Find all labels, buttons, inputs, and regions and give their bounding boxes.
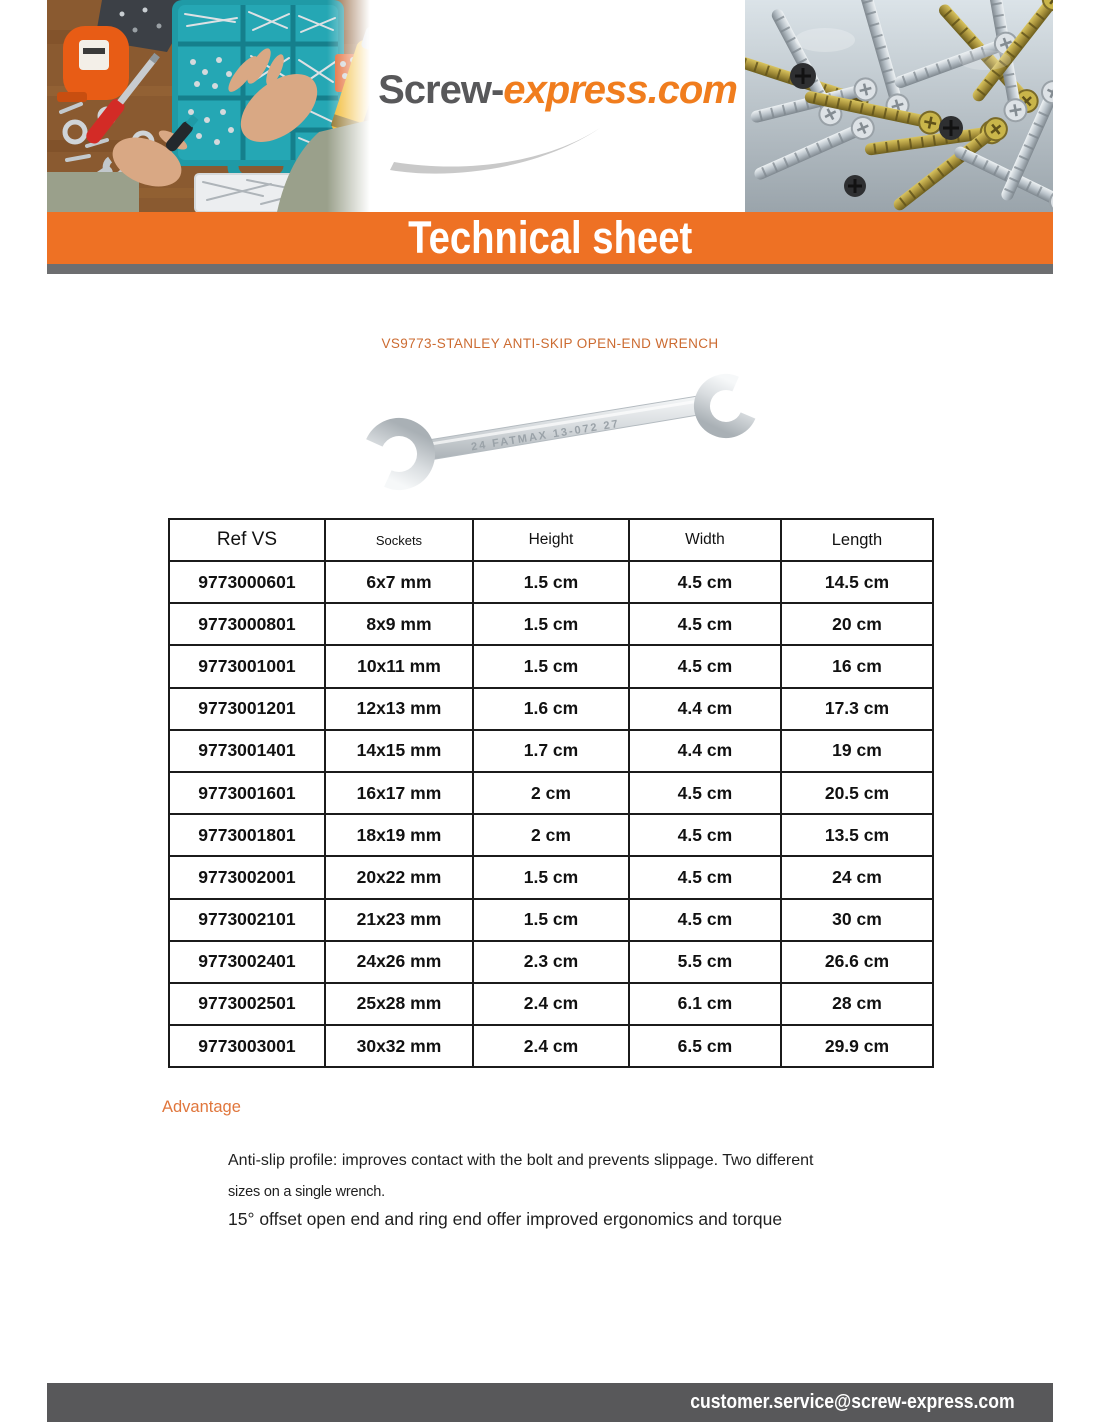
table-header-row	[169, 519, 933, 561]
column-header-width: Width	[629, 519, 781, 561]
table-cell: 4.5 cm	[629, 603, 781, 645]
table-cell: 13.5 cm	[781, 814, 933, 856]
table-cell: 9773000601	[169, 561, 325, 603]
footer-bar	[47, 1383, 1053, 1422]
table-cell: 6.1 cm	[629, 983, 781, 1025]
table-cell: 2 cm	[473, 814, 629, 856]
product-title: VS9773-STANLEY ANTI-SKIP OPEN-END WRENCH	[381, 336, 719, 351]
wrench-engraving: 24 FATMAX 13-072 27	[470, 417, 621, 454]
table-cell: 1.5 cm	[473, 603, 629, 645]
table-row	[169, 814, 933, 856]
table-row	[169, 1025, 933, 1067]
table-cell: 9773001601	[169, 772, 325, 814]
spec-table	[168, 518, 934, 1068]
column-header-height: Height	[473, 519, 629, 561]
table-row	[169, 688, 933, 730]
table-cell: 1.6 cm	[473, 688, 629, 730]
table-cell: 12x13 mm	[325, 688, 473, 730]
table-cell: 6.5 cm	[629, 1025, 781, 1067]
table-cell: 20 cm	[781, 603, 933, 645]
table-row	[169, 941, 933, 983]
workbench-photo	[47, 0, 370, 212]
banner-underline	[47, 264, 1053, 274]
table-cell: 4.5 cm	[629, 561, 781, 603]
table-row	[169, 772, 933, 814]
table-row	[169, 730, 933, 772]
table-cell: 19 cm	[781, 730, 933, 772]
column-header-sockets: Sockets	[325, 519, 473, 561]
table-cell: 9773000801	[169, 603, 325, 645]
table-cell: 20.5 cm	[781, 772, 933, 814]
table-cell: 4.4 cm	[629, 688, 781, 730]
column-header-ref: Ref VS	[169, 519, 325, 561]
table-cell: 4.5 cm	[629, 856, 781, 898]
table-cell: 16 cm	[781, 645, 933, 687]
table-cell: 4.5 cm	[629, 645, 781, 687]
table-cell: 28 cm	[781, 983, 933, 1025]
wrench-product-image	[352, 360, 776, 502]
table-cell: 26.6 cm	[781, 941, 933, 983]
banner-title: Technical sheet	[407, 212, 693, 263]
table-cell: 25x28 mm	[325, 983, 473, 1025]
logo-swoosh-icon	[388, 118, 618, 178]
table-row	[169, 983, 933, 1025]
table-cell: 17.3 cm	[781, 688, 933, 730]
table-cell: 24x26 mm	[325, 941, 473, 983]
table-row	[169, 561, 933, 603]
table-cell: 9773001001	[169, 645, 325, 687]
table-cell: 9773002001	[169, 856, 325, 898]
advantage-body	[228, 1152, 928, 1230]
table-cell: 6x7 mm	[325, 561, 473, 603]
column-header-length: Length	[781, 519, 933, 561]
table-cell: 9773003001	[169, 1025, 325, 1067]
table-cell: 14x15 mm	[325, 730, 473, 772]
table-cell: 4.5 cm	[629, 899, 781, 941]
table-cell: 20x22 mm	[325, 856, 473, 898]
table-cell: 2 cm	[473, 772, 629, 814]
table-cell: 4.4 cm	[629, 730, 781, 772]
table-row	[169, 603, 933, 645]
advantage-line-2: sizes on a single wrench.	[228, 1184, 385, 1200]
table-row	[169, 856, 933, 898]
table-cell: 4.5 cm	[629, 772, 781, 814]
table-cell: 2.4 cm	[473, 983, 629, 1025]
table-cell: 9773001201	[169, 688, 325, 730]
technical-sheet-banner	[47, 212, 1053, 264]
table-cell: 30 cm	[781, 899, 933, 941]
logo-text-screw: Screw-	[378, 68, 504, 112]
table-cell: 1.7 cm	[473, 730, 629, 772]
table-cell: 4.5 cm	[629, 814, 781, 856]
table-cell: 29.9 cm	[781, 1025, 933, 1067]
table-cell: 1.5 cm	[473, 645, 629, 687]
table-cell: 24 cm	[781, 856, 933, 898]
table-row	[169, 645, 933, 687]
table-row	[169, 899, 933, 941]
table-cell: 9773001401	[169, 730, 325, 772]
advantage-line-3: 15° offset open end and ring end offer improved ergonomics and torque	[228, 1209, 783, 1229]
table-cell: 18x19 mm	[325, 814, 473, 856]
logo-text-express: express.com	[503, 68, 737, 112]
footer-email: customer.service@screw-express.com	[690, 1391, 1015, 1413]
table-cell: 9773001801	[169, 814, 325, 856]
table-cell: 30x32 mm	[325, 1025, 473, 1067]
logo-area	[370, 0, 745, 212]
logo	[378, 68, 737, 113]
spec-table-body	[169, 561, 933, 1067]
advantage-heading: Advantage	[162, 1098, 241, 1116]
table-cell: 9773002401	[169, 941, 325, 983]
table-cell: 1.5 cm	[473, 856, 629, 898]
table-cell: 16x17 mm	[325, 772, 473, 814]
table-cell: 8x9 mm	[325, 603, 473, 645]
table-cell: 1.5 cm	[473, 561, 629, 603]
table-cell: 10x11 mm	[325, 645, 473, 687]
table-cell: 9773002101	[169, 899, 325, 941]
table-cell: 5.5 cm	[629, 941, 781, 983]
screws-photo	[745, 0, 1053, 212]
header	[47, 0, 1053, 212]
advantage-line-1: Anti-slip profile: improves contact with the bolt and prevents slippage. Two different	[228, 1152, 814, 1169]
table-cell: 21x23 mm	[325, 899, 473, 941]
table-cell: 14.5 cm	[781, 561, 933, 603]
table-cell: 2.4 cm	[473, 1025, 629, 1067]
table-cell: 9773002501	[169, 983, 325, 1025]
table-cell: 1.5 cm	[473, 899, 629, 941]
table-cell: 2.3 cm	[473, 941, 629, 983]
